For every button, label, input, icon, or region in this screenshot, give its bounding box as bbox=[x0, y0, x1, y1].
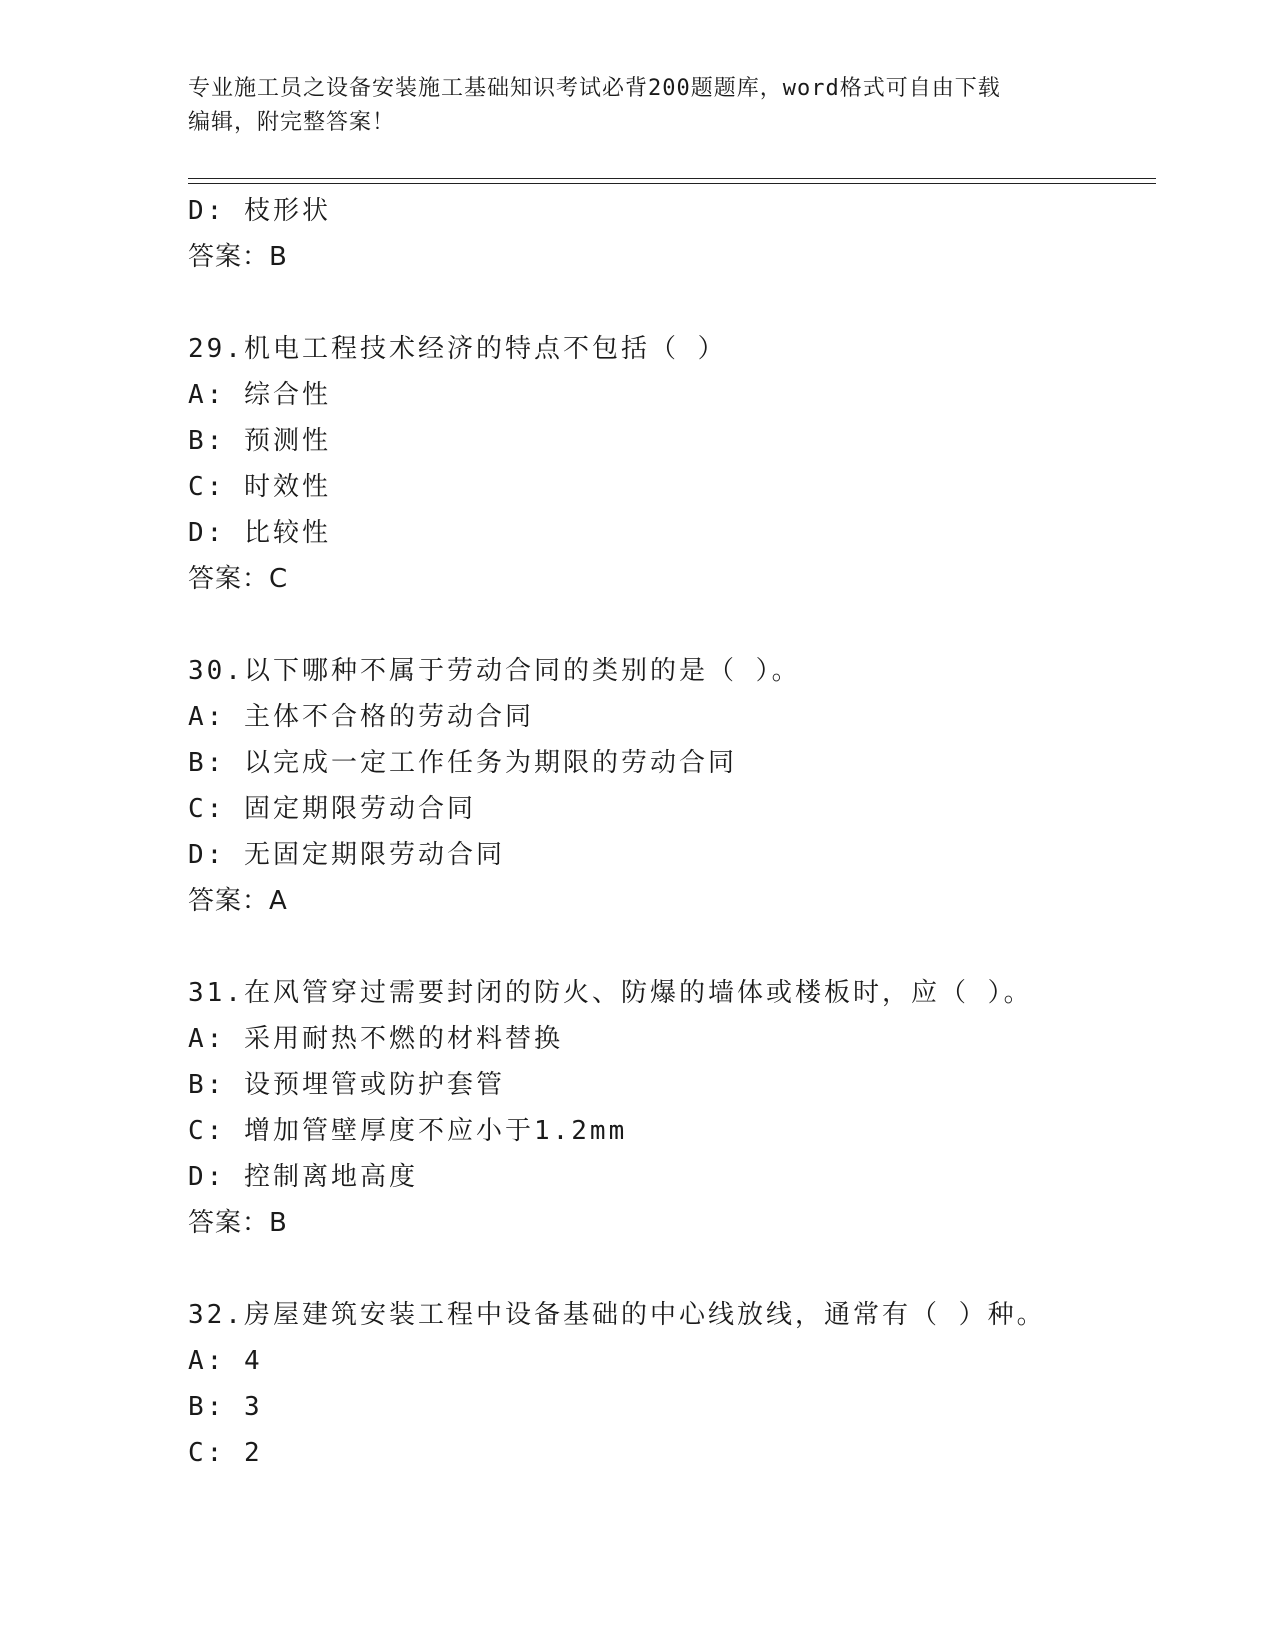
answer-line: 答案：B bbox=[188, 1208, 288, 1238]
spacer bbox=[188, 1246, 1148, 1292]
question-stem: 31.在风管穿过需要封闭的防火、防爆的墙体或楼板时，应（ ）。 bbox=[188, 978, 1033, 1008]
option-c: C: 2 bbox=[188, 1438, 263, 1468]
option-d: D: 枝形状 bbox=[188, 196, 331, 226]
question-30 bbox=[188, 648, 1148, 924]
spacer bbox=[188, 602, 1148, 648]
document-header bbox=[188, 72, 1088, 140]
option-c: C: 时效性 bbox=[188, 472, 331, 502]
question-31 bbox=[188, 970, 1148, 1246]
option-c: C: 固定期限劳动合同 bbox=[188, 794, 476, 824]
option-a: A: 综合性 bbox=[188, 380, 331, 410]
spacer bbox=[188, 280, 1148, 326]
previous-question-tail bbox=[188, 188, 1148, 280]
option-d: D: 无固定期限劳动合同 bbox=[188, 840, 505, 870]
header-divider-bottom bbox=[188, 183, 1156, 184]
header-divider-top bbox=[188, 178, 1156, 179]
option-b: B: 以完成一定工作任务为期限的劳动合同 bbox=[188, 748, 737, 778]
option-a: A: 4 bbox=[188, 1346, 263, 1376]
option-d: D: 控制离地高度 bbox=[188, 1162, 418, 1192]
question-stem: 30.以下哪种不属于劳动合同的类别的是（ ）。 bbox=[188, 656, 801, 686]
question-stem: 32.房屋建筑安装工程中设备基础的中心线放线，通常有（ ）种。 bbox=[188, 1300, 1046, 1330]
option-b: B: 预测性 bbox=[188, 426, 331, 456]
answer-line: 答案：C bbox=[188, 564, 289, 594]
option-b: B: 3 bbox=[188, 1392, 263, 1422]
option-a: A: 主体不合格的劳动合同 bbox=[188, 702, 534, 732]
option-d: D: 比较性 bbox=[188, 518, 331, 548]
header-title-line-2: 编辑，附完整答案！ bbox=[188, 110, 396, 135]
question-list bbox=[188, 188, 1148, 1476]
option-b: B: 设预埋管或防护套管 bbox=[188, 1070, 505, 1100]
answer-line: 答案：A bbox=[188, 886, 288, 916]
question-29 bbox=[188, 326, 1148, 602]
answer-line: 答案：B bbox=[188, 242, 288, 272]
option-a: A: 采用耐热不燃的材料替换 bbox=[188, 1024, 563, 1054]
option-c: C: 增加管壁厚度不应小于1.2mm bbox=[188, 1116, 628, 1146]
spacer bbox=[188, 924, 1148, 970]
question-stem: 29.机电工程技术经济的特点不包括（ ） bbox=[188, 334, 727, 364]
question-32 bbox=[188, 1292, 1148, 1476]
header-title-line-1: 专业施工员之设备安装施工基础知识考试必背200题题库，word格式可自由下载 bbox=[188, 76, 1001, 101]
